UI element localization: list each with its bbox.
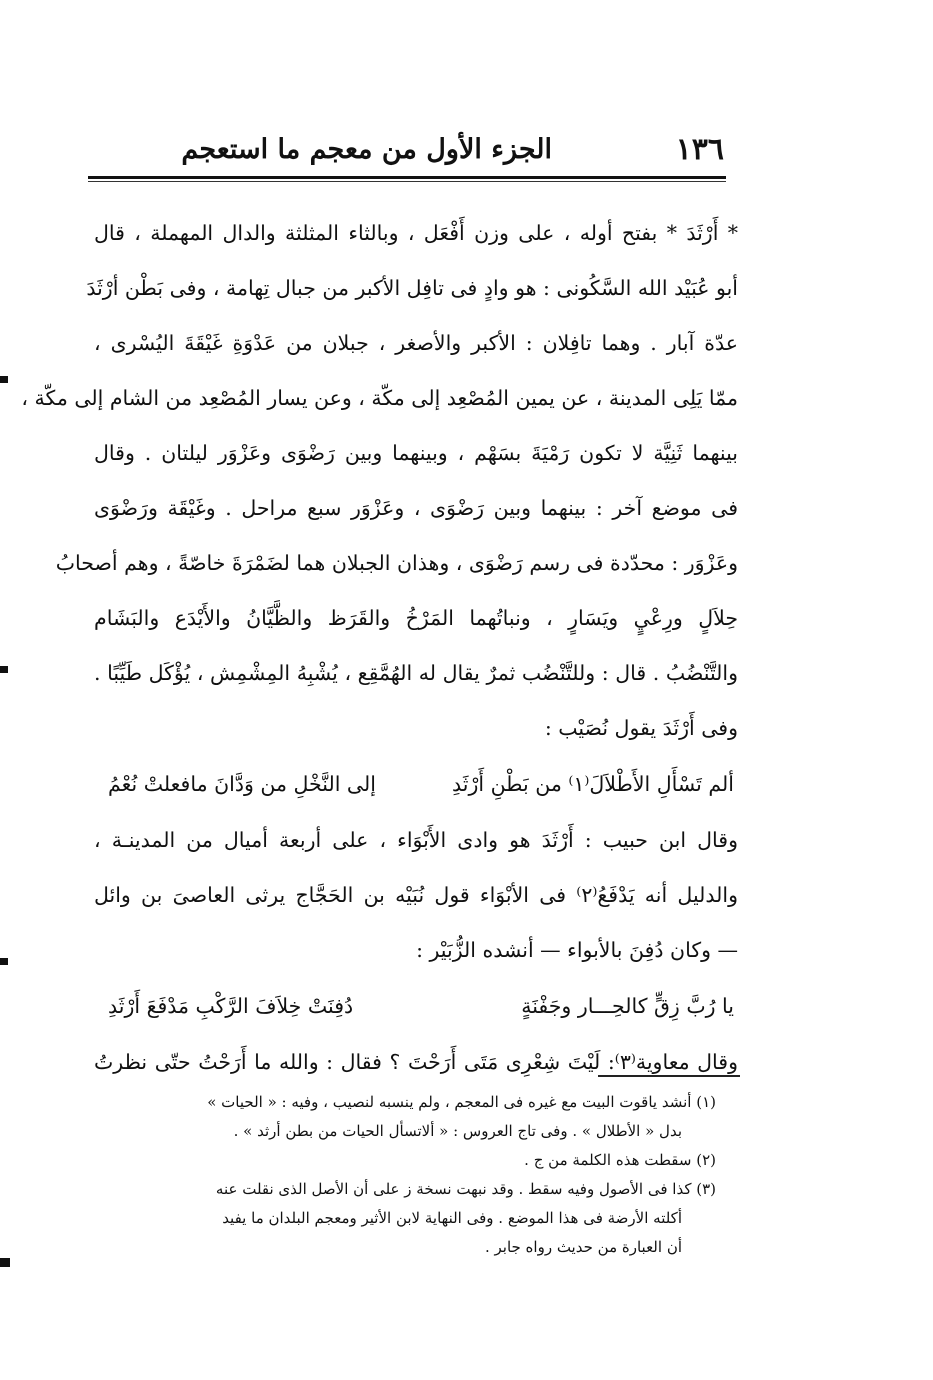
footnote-rule: [598, 1075, 740, 1077]
text-line: فى موضع آخر : بينهما وبين رَضْوَى ، وعَزْوَر سبع مراحل . وغَيْقَة ورَضْوَى: [94, 496, 738, 520]
main-text: [21, 206, 738, 1090]
text-line: عدّة آبار . وهما تافِلان : الأكبر والأصغر ، جبلان من عَدْوَةِ غَيْقَةَ اليُسْرى ،: [94, 331, 738, 355]
footnote-line: (١) أنشد ياقوت البيت مع غيره فى المعجم ، ولم ينسبه لنصيب ، وفيه : « الحيات »: [207, 1093, 716, 1111]
text-line: وعَزْوَر : محدّدة فى رسم رَضْوَى ، وهذان الجبلان هما لضَمْرَةَ خاصّةً ، وهم أصحابُ: [55, 551, 738, 575]
text-line: حِلاَلٍ ورِعْيٍ ويَسَارٍ ، ونباتُهما المَرْخُ والقَرَظ والظَّيَّانُ والأَيْدَع والبَشَام: [94, 606, 738, 630]
header-rule-thin: [88, 181, 726, 182]
footnotes: [96, 1088, 716, 1262]
margin-mark: [0, 958, 8, 965]
page-number: ١٣٦: [675, 132, 724, 167]
text-line: والتَّنْضُبُ . قال : وللتَّنْضُب ثمرٌ يقال له الهُمَّقِع ، يُشْبِهُ المِشْمِش ، يُؤْكَل طَيِّبًا .: [94, 661, 738, 685]
verse-nusayb: [94, 756, 738, 813]
verse-second-hemistich: دُفِنَتْ خِلاَفَ الرَّكْبِ مَدْفَعَ أَرْثَدِ: [108, 994, 354, 1018]
text-line: أبو عُبَيْد الله السَّكُونى : هو وادٍ فى تافِل الأكبر من جبال تِهامة ، وفى بَطْن أرْثَدَ: [86, 276, 738, 300]
footnote-line: أن العبارة من حديث رواه جابر .: [484, 1238, 682, 1256]
page-header: [88, 128, 724, 172]
text-line: وقال ابن حبيب : أَرْثَدَ هو وادى الأَبْوَاء ، على أربعة أميال من المدينـة ،: [94, 828, 738, 852]
text-line: ممّا يَلِى المدينة ، عن يمين المُصْعِد إلى مكّة ، وعن يسار المُصْعِد من الشام إلى مكّة ،: [21, 386, 738, 410]
text-line: وقال معاوية⁽٣⁾: لَيْتَ شِعْرِى مَتَى أَرَحْتَ ؟ فقال : والله ما أَرَحْتُ حتّى نظرتُ: [94, 1050, 738, 1074]
margin-mark: [0, 1258, 10, 1267]
footnote-line: أكلته الأرضة فى هذا الموضع . وفى النهاية لابن الأثير ومعجم البلدان ما يفيد: [222, 1209, 682, 1227]
margin-mark: [0, 376, 8, 383]
text-line: — وكان دُفِنَ بالأبواء — أنشده الزُّبَيْر :: [416, 938, 738, 962]
verse-nubayh: [94, 978, 738, 1035]
header-rule: [88, 176, 726, 179]
verse-first-hemistich: يا رُبَّ زِقٍّ كالحِـــار وجَفْنَةٍ: [521, 994, 734, 1018]
text-line: والدليل أنه يَدْفَعُ⁽٢⁾ فى الأبْوَاء قول نُبَيْه بن الحَجَّاج يرثى العاصىَ بن وائل: [94, 883, 738, 907]
footnote-line: بدل « الأطلال » . وفى تاج العروس : « ألاتسأل الحيات من بطن أرثد » .: [233, 1122, 682, 1140]
verse-first-hemistich: ألم تَسْأَلِ الأَطْلاَلَ⁽١⁾ من بَطْنِ أَرْثَدِ: [452, 772, 734, 796]
text-line: * أَرْثَدَ * بفتح أوله ، على وزن أَفْعَل ، وبالثاء المثلثة والدال المهملة ، قال: [94, 221, 738, 245]
footnote-line: (٢) سقطت هذه الكلمة من ج .: [524, 1151, 716, 1169]
running-title: الجزء الأول من معجم ما استعجم: [181, 134, 552, 165]
margin-mark: [0, 666, 8, 673]
text-line: بينهما ثَنِيَّة لا تكون رَمْيَةَ بسَهْم ، وبينهما وبين رَضْوَى وعَزْوَر ليلتان . وقال: [94, 441, 738, 465]
footnote-line: (٣) كذا فى الأصول وفيه سقط . وقد نبهت نسخة ز على أن الأصل الذى نقلت عنه: [215, 1180, 716, 1198]
text-line: وفى أَرْثَدَ يقول نُصَيْب :: [544, 716, 738, 740]
verse-second-hemistich: إلى النَّخْلِ من وَدَّانَ مافعلتْ نُعْمُ: [108, 772, 376, 796]
